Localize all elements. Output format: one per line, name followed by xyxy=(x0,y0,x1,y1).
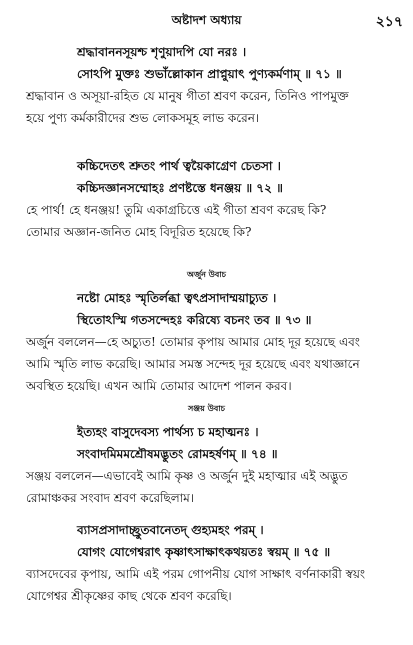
verse-74-line-1: ইত্যহং বাসুদেবস্য পার্থস্য চ মহাত্মনঃ । xyxy=(77,425,259,439)
page-number: ২১৭ xyxy=(375,14,403,30)
speaker-heading-sanjaya: সঞ্জয় উবাচ xyxy=(188,403,225,413)
verse-72-line-2: কচ্চিদজ্ঞানসম্মোহঃ প্রণষ্টস্তে ধনঞ্জয় ॥ ৭২ ॥ xyxy=(77,181,283,195)
verse-74-line-2: সংবাদমিমমশ্রৌষমদ্ভুতং রোমহর্ষণম্ ॥ ৭৪ ॥ xyxy=(77,447,278,461)
translation-72-line-2: তোমার অজ্ঞান-জনিত মোহ বিদূরিত হয়েছে কি? xyxy=(26,225,252,239)
verse-71-line-1: শ্রদ্ধাবাননসূয়শ্চ শৃণুয়াদপি যো নরঃ । xyxy=(77,45,247,59)
speaker-heading-arjuna: অর্জুন উবাচ xyxy=(187,269,226,279)
translation-71-line-2: হয়ে পুণ্য কর্মকারীদের শুভ লোকসমূহ লাভ করেন। xyxy=(26,111,260,125)
page-header xyxy=(0,12,413,30)
translation-75-line-2: যোগেশ্বর শ্রীকৃষ্ণের কাছ থেকে শ্রবণ করেছি। xyxy=(26,589,232,603)
translation-73-line-1: অর্জুন বললেন—হে অচ্যুত! তোমার কৃপায় আমার মোহ দূর হয়েছে এবং xyxy=(26,335,360,349)
chapter-title: অষ্টাদশ অধ্যায় xyxy=(171,13,242,27)
translation-75-line-1: ব্যাসদেবের কৃপায়, আমি এই পরম গোপনীয় যোগ সাক্ষাৎ বর্ণনাকারী স্বয়ং xyxy=(26,567,366,581)
verse-75-line-2: যোগং যোগেশ্বরাৎ কৃষ্ণাৎসাক্ষাৎকথয়তঃ স্বয়ম্ ॥ ৭৫ ॥ xyxy=(77,545,331,559)
translation-73-line-2: আমি স্মৃতি লাভ করেছি। আমার সমস্ত সন্দেহ দূর হয়েছে এবং যথাজ্ঞানে xyxy=(26,357,360,371)
verse-72-line-1: কচ্চিদেতৎ শ্রুতং পার্থ ত্বয়ৈকাগ্রেণ চেতসা । xyxy=(77,159,281,173)
translation-74-line-2: রোমাঞ্চকর সংবাদ শ্রবণ করেছিলাম। xyxy=(26,491,195,505)
translation-71-line-1: শ্রদ্ধাবান ও অসূয়া-রহিত যে মানুষ গীতা শ্রবণ করেন, তিনিও পাপমুক্ত xyxy=(26,89,349,103)
translation-73-line-3: অবস্থিত হয়েছি। এখন আমি তোমার আদেশ পালন করব। xyxy=(26,379,292,393)
translation-74-line-1: সঞ্জয় বললেন—এভাবেই আমি কৃষ্ণ ও অর্জুন দুই মহাত্মার এই অদ্ভুত xyxy=(26,469,348,483)
verse-73-line-1: নষ্টো মোহঃ স্মৃতির্লব্ধা ত্বৎপ্রসাদাম্ময়াচ্যুত । xyxy=(77,291,277,305)
verse-71-line-2: সোঽপি মুক্তঃ শুভাঁল্লোকান প্রাপ্নুয়াৎ পুণ্যকর্মণাম্ ॥ ৭১ ॥ xyxy=(77,67,342,81)
verse-73-line-2: স্থিতোঽস্মি গতসন্দেহঃ করিষ্যে বচনং তব ॥ ৭৩ ॥ xyxy=(77,313,312,327)
verse-75-line-1: ব্যাসপ্রসাদাচ্ছ্রুতবানেতদ্ গুহ্যমহং পরম্ । xyxy=(77,523,264,537)
translation-72-line-1: হে পার্থ! হে ধনঞ্জয়! তুমি একাগ্রচিত্তে এই গীতা শ্রবণ করেছ কি? xyxy=(26,203,327,217)
